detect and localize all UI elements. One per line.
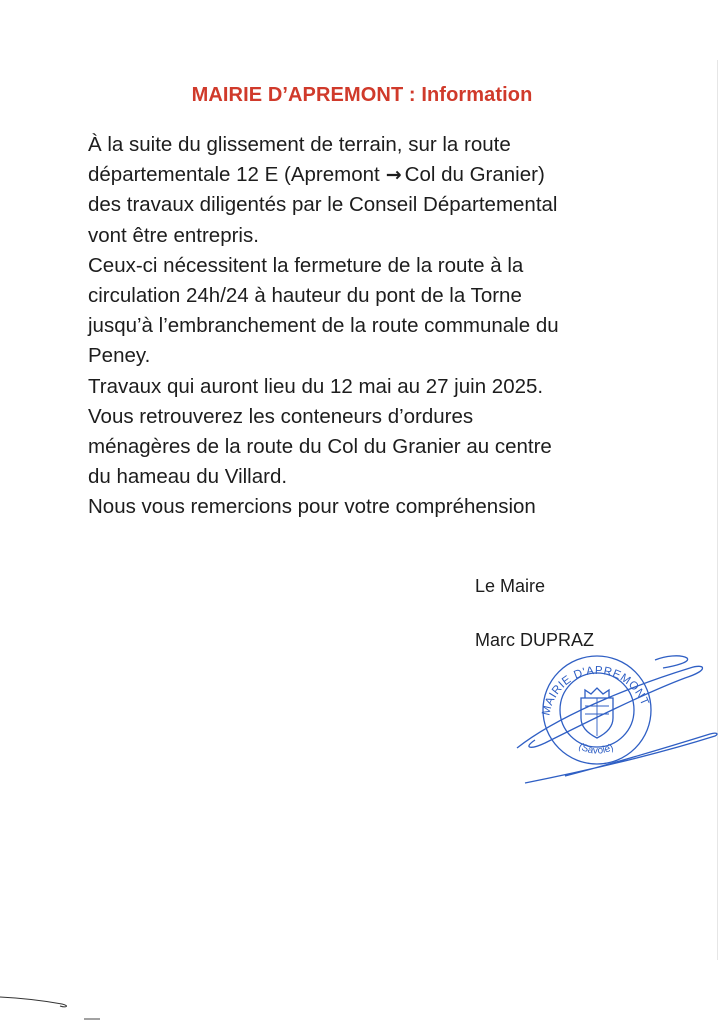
body-line: circulation 24h/24 à hauteur du pont de la Torne xyxy=(88,284,522,308)
body-line xyxy=(88,160,688,190)
signature-role: Le Maire xyxy=(475,576,546,596)
body-line: jusqu’à l’embranchement de la route communale du xyxy=(88,314,559,338)
body-line: Travaux qui auront lieu du 12 mai au 27 juin 2025. xyxy=(88,374,544,398)
page-mark xyxy=(0,985,110,1025)
body-line: des travaux diligentés par le Conseil Départemental xyxy=(88,193,558,217)
body-line: ménagères de la route du Col du Granier au centre xyxy=(88,435,552,459)
body-text-segment: départementale 12 E (Apremont xyxy=(88,163,380,187)
stamp-ring-text: MAIRIE D'APREMONT xyxy=(540,664,651,717)
body-line: du hameau du Villard. xyxy=(88,465,288,489)
body-line: Peney. xyxy=(88,344,151,368)
page-title: MAIRIE D’APREMONT : Information xyxy=(191,84,533,106)
scan-edge-line xyxy=(717,60,718,960)
body-line: Vous retrouverez les conteneurs d’ordures xyxy=(88,404,474,428)
arrow-right-icon: → xyxy=(385,164,402,187)
body-line: À la suite du glissement de terrain, sur la route xyxy=(88,133,511,156)
body-line: Ceux-ci nécessitent la fermeture de la route à la xyxy=(88,253,524,277)
body-text-segment: Col du Granier) xyxy=(404,163,545,187)
notice-body xyxy=(88,130,688,523)
signature-name: Marc DUPRAZ xyxy=(475,630,595,650)
signature-scribble xyxy=(655,656,688,668)
body-line: vont être entrepris. xyxy=(88,223,259,247)
stamp-crest-detail xyxy=(585,698,609,736)
official-stamp xyxy=(505,648,720,788)
body-line: Nous vous remercions pour votre compréhension xyxy=(88,495,536,519)
stamp-bottom-text: (Savoie) xyxy=(576,741,616,757)
stamp-crest-crown xyxy=(585,688,609,698)
